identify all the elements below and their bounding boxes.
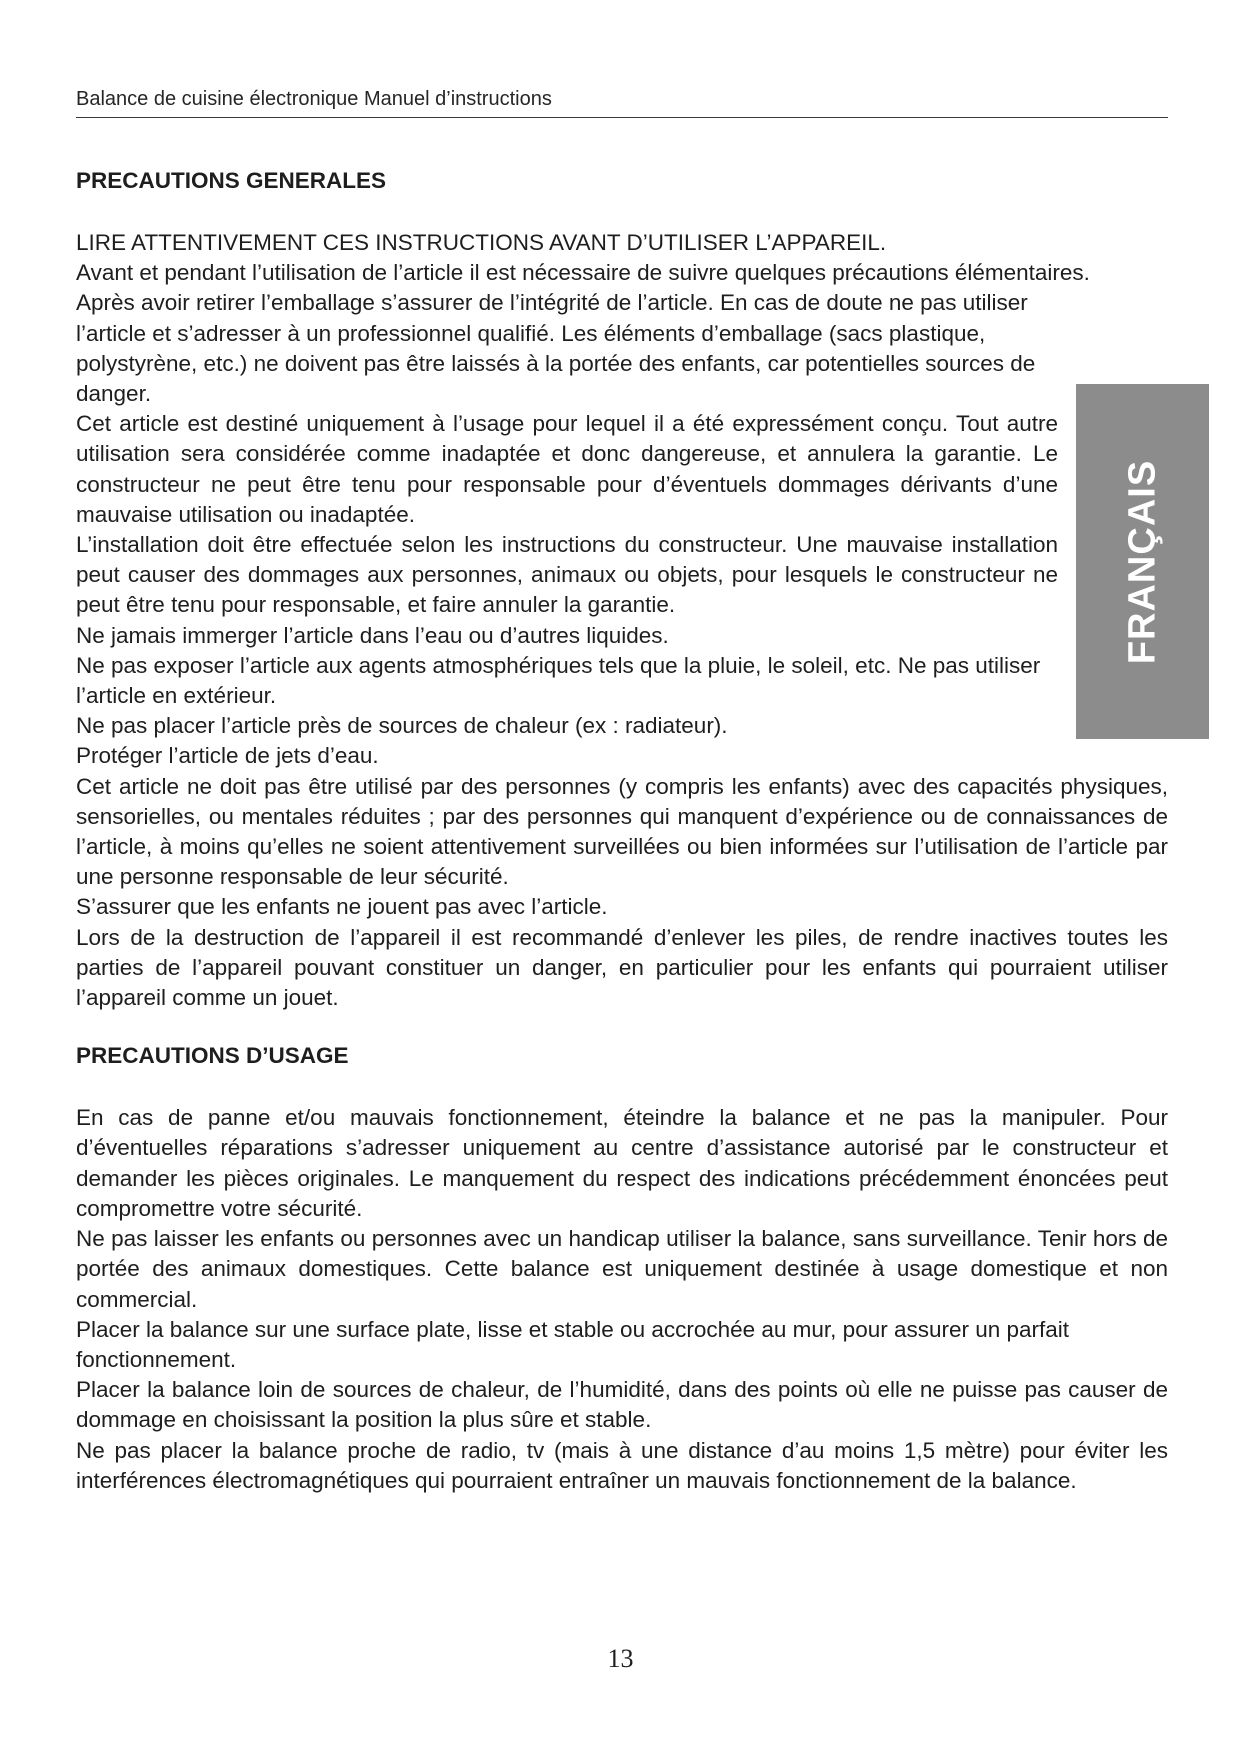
paragraph: Cet article ne doit pas être utilisé par des personnes (y compris les enfants) avec des capacités physiques, sensorielles, ou mentales réduites ; par des personnes qui manquent d’expérience ou de connaissances de l’article, à moins qu’elles ne soient attentivement surveillées ou bien informées sur l’utilisation de l’article par une personne responsable de leur sécurité. [76,773,1168,890]
paragraph: Ne pas exposer l’article aux agents atmosphériques tels que la pluie, le soleil, etc. Ne pas utiliser l’article en extérieur. [76,652,1041,709]
paragraph: Après avoir retirer l’emballage s’assurer de l’intégrité de l’article. En cas de doute ne pas utiliser l’article et s’adresser à un professionnel qualifié. Les éléments d’emballage (sacs plastique, polystyrène, etc.) ne doivent pas être laissés à la portée des enfants, car potentielles sources de danger. [76,290,1036,407]
page-number: 13 [607,1644,634,1673]
paragraph: L’installation doit être effectuée selon les instructions du constructeur. Une mauvaise installation peut causer des dommages aux personnes, animaux ou objets, pour lesquels le constructeur ne peut être tenu pour responsable, et faire annuler la garantie. [76,532,1058,618]
paragraph: Avant et pendant l’utilisation de l’article il est nécessaire de suivre quelques précautions élémentaires. [76,260,1090,286]
page-header: Balance de cuisine électronique Manuel d’instructions [76,87,1168,118]
paragraph: Lors de la destruction de l’appareil il est recommandé d’enlever les piles, de rendre inactives toutes les parties de l’appareil pouvant constituer un danger, en particulier pour les enfants qui pourraient utiliser l’appareil comme un jouet. [76,924,1168,1011]
main-content [76,166,1168,1496]
paragraph: En cas de panne et/ou mauvais fonctionnement, éteindre la balance et ne pas la manipuler. Pour d’éventuelles réparations s’adresser uniquement au centre d’assistance autorisé par le constructeur et demander les pièces originales. Le manquement du respect des indications précédemment énoncées peut compromettre votre sécurité. [76,1105,1168,1221]
paragraph: Cet article est destiné uniquement à l’usage pour lequel il a été expressément conçu. Tout autre utilisation sera considérée comme inadaptée et donc dangereuse, et annulera la garantie. Le constructeur ne peut être tenu pour responsable pour d’éventuels dommages dérivants d’une mauvaise utilisation ou inadaptée. [76,411,1058,527]
paragraph: Ne pas laisser les enfants ou personnes avec un handicap utiliser la balance, sans surveillance. Tenir hors de portée des animaux domestiques. Cette balance est uniquement destinée à usage domestique et non commercial. [76,1226,1168,1312]
paragraph: Ne pas placer l’article près de sources de chaleur (ex : radiateur). [76,713,728,739]
paragraph: S’assurer que les enfants ne jouent pas avec l’article. [76,894,608,920]
paragraph: Ne jamais immerger l’article dans l’eau ou d’autres liquides. [76,622,669,648]
language-label: FRANÇAIS [1121,459,1163,664]
paragraph: Protéger l’article de jets d’eau. [76,743,379,769]
paragraph: Ne pas placer la balance proche de radio, tv (mais à une distance d’au moins 1,5 mètre) pour éviter les interférences électromagnétiques qui pourraient entraîner un mauvais fonctionnement de la balance. [76,1437,1168,1493]
paragraph: Placer la balance sur une surface plate, lisse et stable ou accrochée au mur, pour assurer un parfait fonctionnement. [76,1316,1070,1372]
section-title-usage: PRECAUTIONS D’USAGE [76,1043,349,1069]
paragraph: LIRE ATTENTIVEMENT CES INSTRUCTIONS AVANT D’UTILISER L’APPAREIL. [76,230,887,255]
paragraph: Placer la balance loin de sources de chaleur, de l’humidité, dans des points où elle ne puisse pas causer de dommage en choisissant la position la plus sûre et stable. [76,1377,1168,1433]
section-title-general: PRECAUTIONS GENERALES [76,168,387,193]
